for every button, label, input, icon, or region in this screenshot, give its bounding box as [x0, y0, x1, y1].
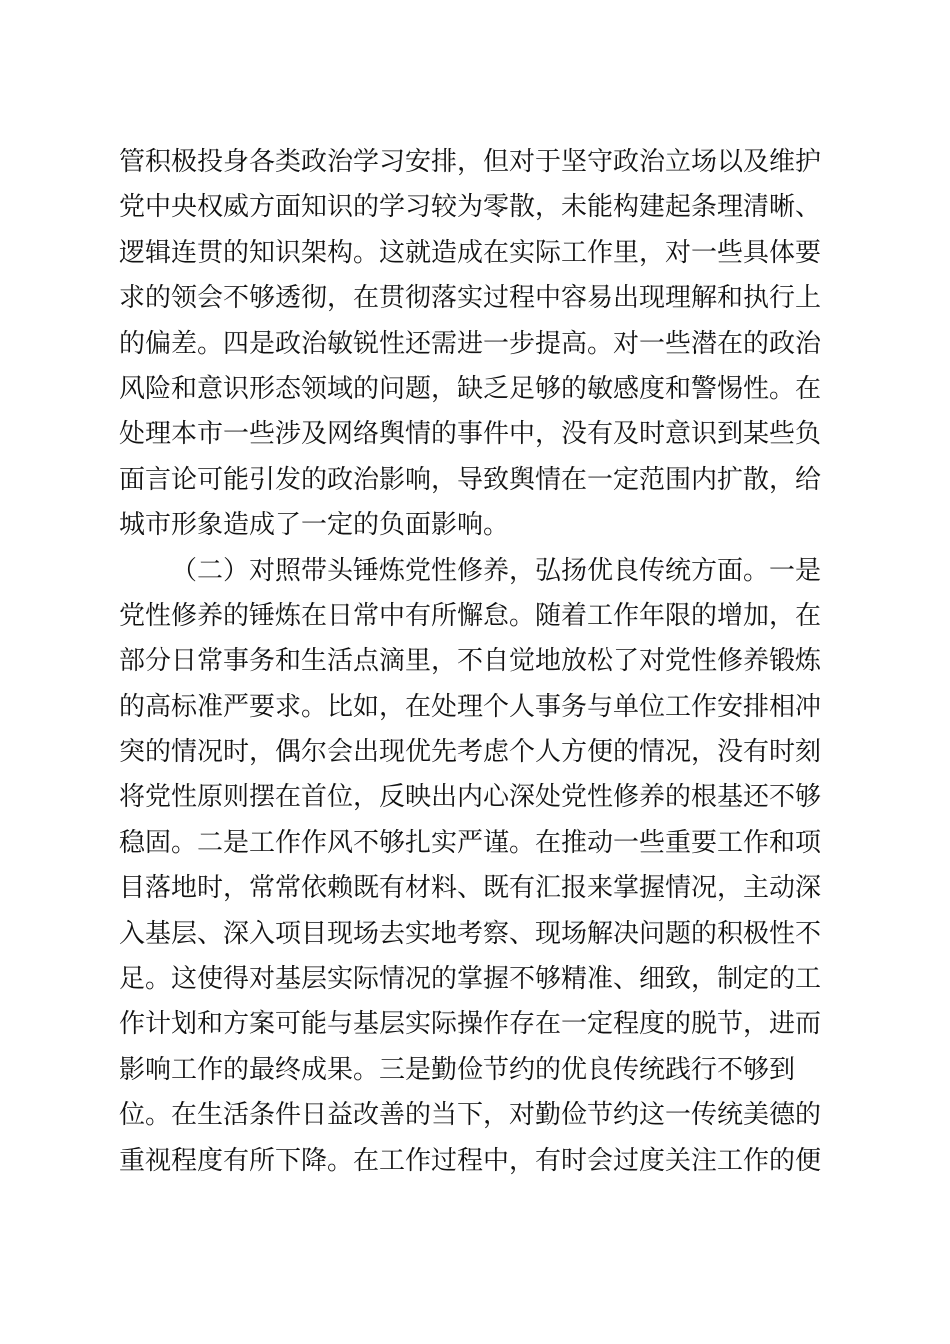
section-heading-line: （二）对照带头锤炼党性修养，弘扬优良传统方面。一是 — [171, 555, 822, 586]
text-line: 作计划和方案可能与基层实际操作存在一定程度的脱节，进而 — [119, 1009, 822, 1040]
text-line: 的偏差。四是政治敏锐性还需进一步提高。对一些潜在的政治 — [119, 328, 822, 359]
text-line: 的高标准严要求。比如，在处理个人事务与单位工作安排相冲 — [119, 691, 822, 722]
text-line: 入基层、深入项目现场去实地考察、现场解决问题的积极性不 — [119, 918, 822, 949]
text-line: 管积极投身各类政治学习安排，但对于坚守政治立场以及维护 — [119, 147, 822, 177]
text-line: 处理本市一些涉及网络舆情的事件中，没有及时意识到某些负 — [119, 419, 822, 450]
text-line: 求的领会不够透彻，在贯彻落实过程中容易出现理解和执行上 — [119, 283, 822, 314]
text-line: 逻辑连贯的知识架构。这就造成在实际工作里，对一些具体要 — [119, 237, 822, 268]
text-line: 影响工作的最终成果。三是勤俭节约的优良传统践行不够到 — [119, 1054, 796, 1085]
text-line: 目落地时，常常依赖既有材料、既有汇报来掌握情况，主动深 — [119, 873, 822, 904]
text-line: 党中央权威方面知识的学习较为零散，未能构建起条理清晰、 — [119, 192, 822, 223]
text-line: 将党性原则摆在首位，反映出内心深处党性修养的根基还不够 — [119, 782, 822, 813]
text-line: 部分日常事务和生活点滴里，不自觉地放松了对党性修养锻炼 — [119, 646, 822, 677]
text-line: 面言论可能引发的政治影响，导致舆情在一定范围内扩散，给 — [119, 464, 822, 495]
text-line: 突的情况时，偶尔会出现优先考虑个人方便的情况，没有时刻 — [119, 737, 822, 768]
text-line: 风险和意识形态领域的问题，缺乏足够的敏感度和警惕性。在 — [119, 373, 822, 404]
text-line: 足。这使得对基层实际情况的掌握不够精准、细致，制定的工 — [119, 964, 822, 995]
text-line: 位。在生活条件日益改善的当下，对勤俭节约这一传统美德的 — [119, 1100, 822, 1131]
text-line: 重视程度有所下降。在工作过程中，有时会过度关注工作的便 — [119, 1145, 822, 1176]
text-line: 党性修养的锤炼在日常中有所懈怠。随着工作年限的增加，在 — [119, 600, 822, 631]
text-line: 城市形象造成了一定的负面影响。 — [119, 510, 510, 541]
body-text — [119, 140, 822, 1184]
text-line: 稳固。二是工作作风不够扎实严谨。在推动一些重要工作和项 — [119, 827, 822, 858]
